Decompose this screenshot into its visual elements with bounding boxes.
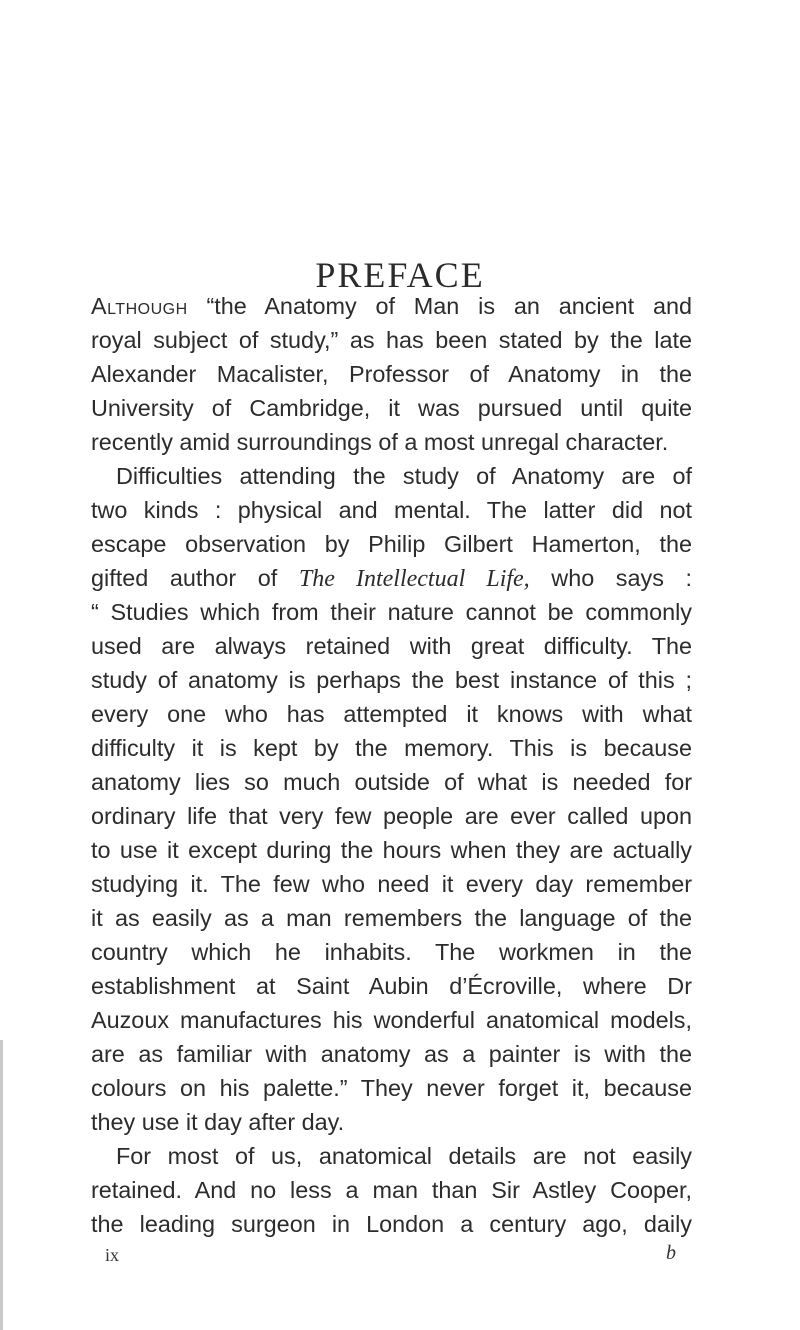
text-line: every one who has attempted it knows with what [91, 701, 692, 727]
text-line: Alexander Macalister, Professor of Anatomy in the [91, 361, 692, 387]
page-title: PREFACE [315, 255, 485, 295]
text-line: royal subject of study,” as has been stated by the late [91, 327, 692, 353]
text-line: it as easily as a man remembers the language of the [91, 905, 692, 931]
text-line: they use it day after day. [91, 1109, 345, 1135]
text-line: the leading surgeon in London a century ago, daily [91, 1211, 692, 1237]
text-line: study of anatomy is perhaps the best instance of this ; [91, 667, 692, 693]
page-edge [0, 1040, 3, 1330]
text-line: anatomy lies so much outside of what is needed for [91, 769, 692, 795]
text-line [91, 561, 692, 595]
text-line: establishment at Saint Aubin d’Écroville, where Dr [91, 973, 692, 999]
text-line [91, 289, 692, 323]
text-line: two kinds : physical and mental. The latter did not [91, 497, 692, 523]
text-line: University of Cambridge, it was pursued until quite [91, 395, 692, 421]
book-title: The Intellectual Life, [298, 566, 530, 592]
text-line: “ Studies which from their nature cannot be commonly [91, 599, 692, 625]
folio-page-number: ix [105, 1245, 120, 1265]
text-line: country which he inhabits. The workmen in the [91, 939, 692, 965]
folio-signature: b [666, 1242, 676, 1264]
text-line: For most of us, anatomical details are not easily [116, 1143, 692, 1169]
text-line: are as familiar with anatomy as a painter is with the [91, 1041, 692, 1067]
text-line: studying it. The few who need it every day remember [91, 871, 692, 897]
text-line: escape observation by Philip Gilbert Hamerton, the [91, 531, 692, 557]
text-segment: “the Anatomy of Man is an ancient and [206, 293, 693, 319]
text-line: used are always retained with great difficulty. The [91, 633, 692, 659]
text-line: colours on his palette.” They never forget it, because [91, 1075, 692, 1101]
text-line: ordinary life that very few people are ever called upon [91, 803, 692, 829]
text-line: Auzoux manufactures his wonderful anatomical models, [91, 1007, 692, 1033]
text-line: Difficulties attending the study of Anatomy are of [116, 463, 692, 489]
text-segment: who says : [551, 565, 692, 591]
text-segment: gifted author of [91, 565, 278, 591]
text-line: to use it except during the hours when they are actually [91, 837, 692, 863]
text-line: recently amid surroundings of a most unregal character. [91, 429, 669, 455]
opening-word: Although [91, 293, 188, 319]
text-line: difficulty it is kept by the memory. This is because [91, 735, 692, 761]
text-line: retained. And no less a man than Sir Astley Cooper, [91, 1177, 692, 1203]
